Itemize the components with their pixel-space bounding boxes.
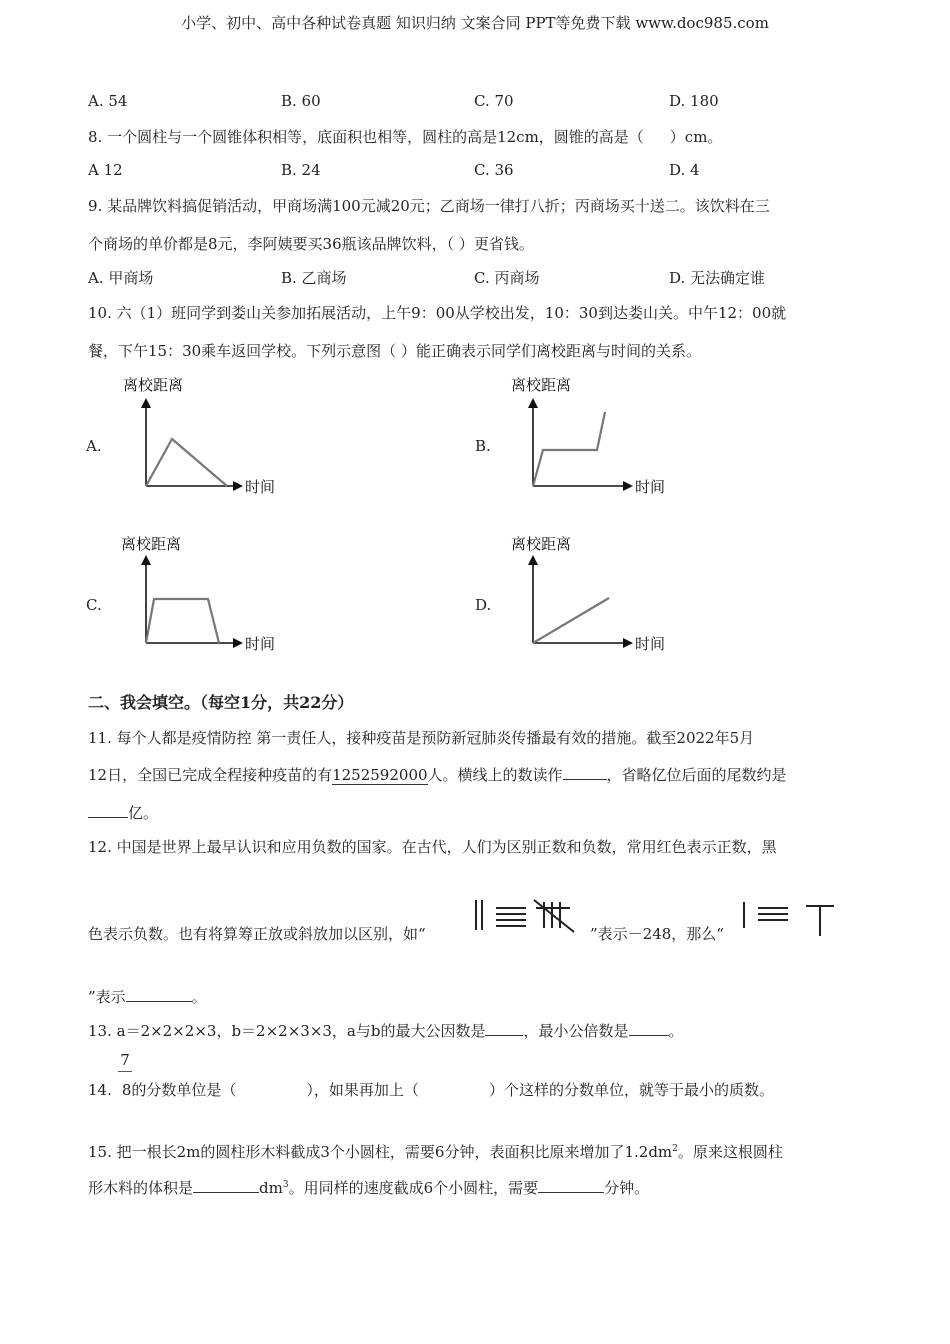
- q13-blank-gcd[interactable]: [485, 1021, 523, 1036]
- graph-option-b-label[interactable]: B.: [475, 437, 491, 455]
- graph-option-d-label[interactable]: D.: [475, 596, 492, 614]
- graph-d-y-label: 离校距离: [511, 535, 572, 553]
- q11-line2: [88, 764, 787, 785]
- q10-line1: 10. 六（1）班同学到娄山关参加拓展活动，上午9：00从学校出发，10：30到达娄山关。中午12：00就: [88, 304, 787, 322]
- section-2-title: 二、我会填空。（每空1分，共22分）: [88, 693, 354, 712]
- q15-text-b: 。原来这根圆柱: [677, 1143, 783, 1161]
- graph-c-line: [146, 599, 219, 643]
- q15-blank-time[interactable]: [538, 1178, 604, 1193]
- q8-question: [88, 126, 722, 147]
- q11-line3-text: 亿。: [128, 804, 159, 822]
- page-header: 小学、初中、高中各种试卷真题 知识归纳 文案合同 PPT等免费下载 www.doc985.com: [181, 14, 769, 32]
- q14-text-a: 的分数单位是（: [131, 1081, 237, 1099]
- counting-rods-example: [470, 896, 590, 936]
- graph-option-c-label[interactable]: C.: [86, 596, 102, 614]
- q11-line3: [88, 802, 158, 823]
- graph-b-line: [533, 412, 605, 486]
- q12-line1: 12. 中国是世界上最早认识和应用负数的国家。在古代，人们为区别正数和负数，常用红色表示正数，黑: [88, 838, 777, 856]
- q8-text-a: 8. 一个圆柱与一个圆锥体积相等，底面积也相等，圆柱的高是12cm，圆锥的高是（: [88, 128, 644, 146]
- q14-text-c: ）个这样的分数单位，就等于最小的质数。: [488, 1081, 774, 1099]
- q11-text-b: 人。横线上的数读作: [427, 766, 563, 784]
- graph-a-line: [146, 439, 227, 486]
- q15-text-d: 。用同样的速度截成6个小圆柱，需要: [288, 1179, 539, 1197]
- q9-option-d[interactable]: D. 无法确定谁: [669, 269, 766, 287]
- graph-d-x-label: 时间: [635, 635, 666, 653]
- q12-line3-end: 。: [191, 988, 207, 1006]
- graph-a-x-label: 时间: [245, 478, 276, 496]
- q12-line2-b: ”表示－248，那么“: [590, 925, 724, 943]
- graph-d[interactable]: [505, 531, 680, 661]
- q7-option-b[interactable]: B. 60: [281, 92, 321, 110]
- q13-question: [88, 1020, 684, 1041]
- q9-line1: 9. 某品牌饮料搞促销活动，甲商场满100元减20元；乙商场一律打八折；丙商场买十送二。该饮料在三: [88, 197, 770, 215]
- graph-c[interactable]: [115, 531, 290, 661]
- graph-c-x-label: 时间: [245, 635, 276, 653]
- q9-option-b[interactable]: B. 乙商场: [281, 269, 347, 287]
- q8-text-b: ）cm。: [669, 128, 723, 146]
- graph-a-y-label: 离校距离: [123, 376, 184, 394]
- q9-line2: 个商场的单价都是8元，李阿姨要买36瓶该品牌饮料，（ ）更省钱。: [88, 235, 534, 253]
- q14-number: 14.: [88, 1081, 112, 1099]
- q15-sup3: 3: [282, 1180, 289, 1190]
- q15-line1: [88, 1141, 783, 1162]
- q11-text-c: ，省略亿位后面的尾数约是: [606, 766, 787, 784]
- q11-blank-approx[interactable]: [88, 803, 128, 818]
- q15-text-e: 分钟。: [604, 1179, 650, 1197]
- counting-rods-question: [740, 896, 840, 940]
- q12-line2-a: 色表示负数。也有将算筹正放或斜放加以区别，如“: [88, 925, 426, 943]
- q13-blank-lcm[interactable]: [629, 1021, 669, 1036]
- graph-option-a-label[interactable]: A.: [86, 437, 102, 455]
- q8-option-c[interactable]: C. 36: [474, 161, 514, 179]
- q8-option-b[interactable]: B. 24: [281, 161, 321, 179]
- q12-line3-text: ”表示: [88, 988, 126, 1006]
- q13-text-c: 。: [668, 1022, 684, 1040]
- q14-text-b: ），如果再加上（: [306, 1081, 419, 1099]
- graph-b[interactable]: [505, 372, 680, 502]
- q11-line1: 11. 每个人都是疫情防控 第一责任人，接种疫苗是预防新冠肺炎传播最有效的措施。截至2022年5月: [88, 729, 755, 747]
- graph-d-line: [533, 598, 609, 643]
- q10-line2: 餐，下午15：30乘车返回学校。下列示意图（ ）能正确表示同学们离校距离与时间的关系。: [88, 342, 701, 360]
- q14-question: [88, 1079, 774, 1100]
- q11-text-a: 12日，全国已完成全程接种疫苗的有: [88, 766, 333, 784]
- graph-a[interactable]: [115, 372, 290, 502]
- q15-text-c: 形木料的体积是: [88, 1179, 194, 1197]
- q11-number: 1252592000: [332, 766, 428, 784]
- q15-text-a: 15. 把一根长2m的圆柱形木料截成3个小圆柱，需要6分钟，表面积比原来增加了1.2dm: [88, 1143, 673, 1161]
- q14-denominator: 8: [121, 1081, 132, 1099]
- q7-option-c[interactable]: C. 70: [474, 92, 514, 110]
- q11-blank-reading[interactable]: [563, 765, 607, 780]
- q9-option-a[interactable]: A. 甲商场: [88, 269, 154, 287]
- q7-option-a[interactable]: A. 54: [88, 92, 128, 110]
- q14-numerator: 7: [120, 1051, 130, 1069]
- q12-line3: [88, 986, 207, 1007]
- q9-option-c[interactable]: C. 丙商场: [474, 269, 540, 287]
- q8-option-d[interactable]: D. 4: [669, 161, 700, 179]
- q13-text-a: 13. a＝2×2×2×3，b＝2×2×3×3，a与b的最大公因数是: [88, 1022, 486, 1040]
- q13-text-b: ，最小公倍数是: [523, 1022, 629, 1040]
- graph-c-y-label: 离校距离: [121, 535, 182, 553]
- q14-fraction-bar: [118, 1071, 132, 1072]
- graph-b-y-label: 离校距离: [511, 376, 572, 394]
- q15-line2: [88, 1177, 649, 1198]
- q12-blank[interactable]: [126, 987, 192, 1002]
- q15-unit: dm: [259, 1179, 283, 1197]
- q15-sup2: 2: [672, 1144, 678, 1154]
- q8-option-a[interactable]: A 12: [88, 161, 123, 179]
- graph-b-x-label: 时间: [635, 478, 666, 496]
- q15-blank-volume[interactable]: [193, 1178, 259, 1193]
- q7-option-d[interactable]: D. 180: [669, 92, 719, 110]
